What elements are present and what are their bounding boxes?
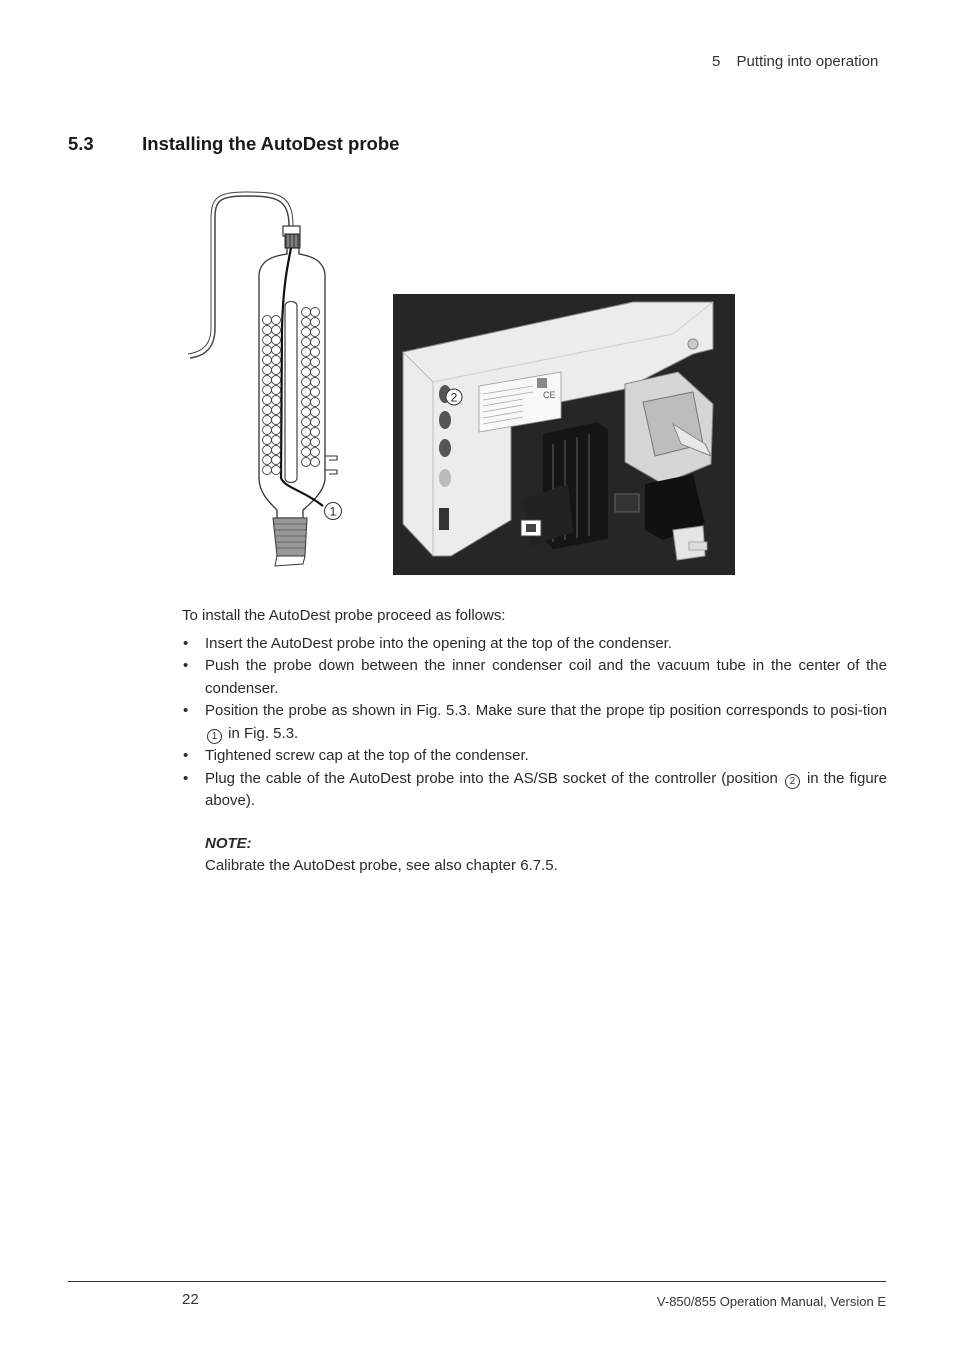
controller-drawing [393,294,735,575]
list-item [182,700,887,745]
note-text: Calibrate the AutoDest probe, see also chapter 6.7.5. [205,857,558,874]
step-list [182,633,887,813]
page-number: 22 [182,1291,199,1308]
condenser-drawing [185,188,350,578]
callout-1: 1 [329,504,337,519]
body-text [182,605,887,878]
list-item [182,768,887,813]
controller-photo [393,294,735,575]
step-3-text-b: in Fig. 5.3. [228,724,299,742]
step-5-text-b: in the figure above). [205,769,887,809]
list-item: • Insert the AutoDest probe into the opening at the top of the condenser. [182,633,887,656]
callout-2: 2 [450,390,458,405]
position-marker-1: 1 [207,729,222,744]
ce-mark: CE [543,390,556,400]
document-title: V-850/855 Operation Manual, Version E [656,1294,886,1309]
section-number: 5.3 [68,133,94,154]
list-item: • Tightened screw cap at the top of the condenser. [182,745,887,768]
footer-divider [68,1281,886,1282]
position-marker-2: 2 [785,774,800,789]
step-5-text-a: Plug the cable of the AutoDest probe into the AS/SB socket of the controller (position [205,769,778,787]
running-header [712,53,878,70]
list-item: • Push the probe down between the inner condenser coil and the vacuum tube in the center of the condenser. [182,655,887,700]
step-3-text-a: Position the probe as shown in Fig. 5.3. Make sure that the prope tip position corresponds to posi-tion [205,702,887,719]
chapter-title: Putting into operation [736,53,879,70]
chapter-number: 5 [712,53,721,70]
note-block [205,833,887,878]
section-heading [68,133,399,155]
intro-paragraph: To install the AutoDest probe proceed as follows: [182,607,506,624]
section-title: Installing the AutoDest probe [142,133,400,154]
condenser-illustration [185,188,350,578]
note-label: NOTE: [205,834,252,852]
